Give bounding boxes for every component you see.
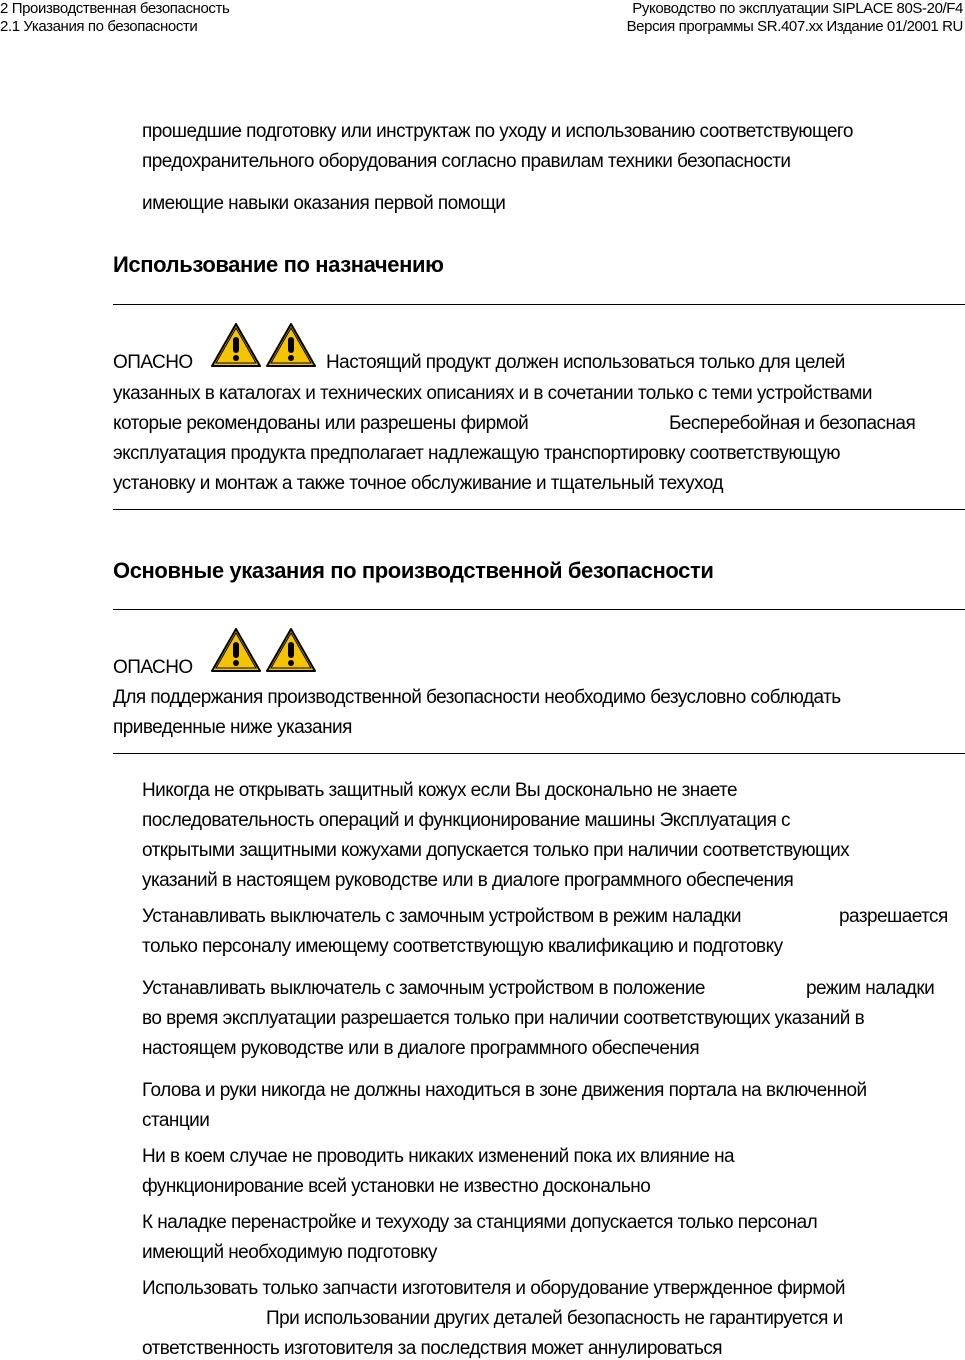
danger-text-line: которые рекомендованы или разрешены фирмой [113, 413, 529, 434]
danger-text-line: эксплуатация продукта предполагает надлежащую транспортировку соответствующую [113, 443, 841, 464]
safety-rule-line: разрешается [839, 906, 948, 927]
intro-line: имеющие навыки оказания первой помощи [142, 193, 506, 214]
danger-text-line: Бесперебойная и безопасная [669, 413, 916, 434]
warning-icon [210, 322, 262, 368]
safety-rule-line: Устанавливать выключатель с замочным устройством в режим наладки [142, 906, 741, 927]
warning-icon [265, 627, 317, 673]
horizontal-rule [113, 753, 965, 754]
section-heading: Основные указания по производственной безопасности [113, 558, 714, 583]
horizontal-rule [113, 509, 965, 510]
safety-rule-line: указаний в настоящем руководстве или в диалоге программного обеспечения [142, 870, 794, 891]
intro-line: предохранительного оборудования согласно правилам техники безопасности [142, 151, 791, 172]
header-chapter: 2 Производственная безопасность [0, 0, 230, 17]
header-version: Версия программы SR.407.xx Издание 01/2001 RU [626, 18, 963, 35]
danger-text-line: установку и монтаж а также точное обслуживание и тщательный техуход [113, 473, 723, 494]
horizontal-rule [113, 304, 965, 305]
safety-rule-line: функционирование всей установки не известно досконально [142, 1176, 651, 1197]
intro-line: прошедшие подготовку или инструктаж по уходу и использованию соответствующего [142, 121, 853, 142]
danger-text-line: приведенные ниже указания [113, 717, 352, 738]
danger-text-line: указанных в каталогах и технических описаниях и в сочетании только с теми устройствами [113, 383, 872, 404]
safety-rule-line: Использовать только запчасти изготовителя и оборудование утвержденное фирмой [142, 1278, 845, 1299]
safety-rule-line: Устанавливать выключатель с замочным устройством в положение [142, 978, 705, 999]
safety-rule-line: Голова и руки никогда не должны находиться в зоне движения портала на включенной [142, 1080, 867, 1101]
header-section: 2.1 Указания по безопасности [0, 18, 198, 35]
safety-rule-line: Никогда не открывать защитный кожух если Вы досконально не знаете [142, 780, 738, 801]
safety-rule-line: настоящем руководстве или в диалоге программного обеспечения [142, 1038, 700, 1059]
safety-rule-line: открытыми защитными кожухами допускается только при наличии соответствующих [142, 840, 850, 861]
safety-rule-line: последовательность операций и функционирование машины Эксплуатация с [142, 810, 791, 831]
safety-rule-line: станции [142, 1110, 210, 1131]
warning-icon [210, 627, 262, 673]
safety-rule-line: имеющий необходимую подготовку [142, 1242, 437, 1263]
safety-rule-line: только персоналу имеющему соответствующую квалификацию и подготовку [142, 936, 783, 957]
safety-rule-line: ответственность изготовителя за последствия может аннулироваться [142, 1338, 723, 1359]
safety-rule-line: Ни в коем случае не проводить никаких изменений пока их влияние на [142, 1146, 735, 1167]
warning-icon [265, 322, 317, 368]
safety-rule-line: При использовании других деталей безопасность не гарантируется и [266, 1308, 843, 1329]
danger-label: ОПАСНО [113, 352, 193, 373]
safety-rule-line: во время эксплуатации разрешается только при наличии соответствующих указаний в [142, 1008, 865, 1029]
section-heading: Использование по назначению [113, 252, 444, 277]
danger-text-line: Настоящий продукт должен использоваться только для целей [326, 352, 845, 373]
danger-text-line: Для поддержания производственной безопасности необходимо безусловно соблюдать [113, 687, 841, 708]
header-manual: Руководство по эксплуатации SIPLACE 80S-20/F4 [632, 0, 963, 17]
horizontal-rule [113, 609, 965, 610]
danger-label: ОПАСНО [113, 657, 193, 678]
safety-rule-line: режим наладки [806, 978, 935, 999]
safety-rule-line: К наладке перенастройке и техуходу за станциями допускается только персонал [142, 1212, 818, 1233]
